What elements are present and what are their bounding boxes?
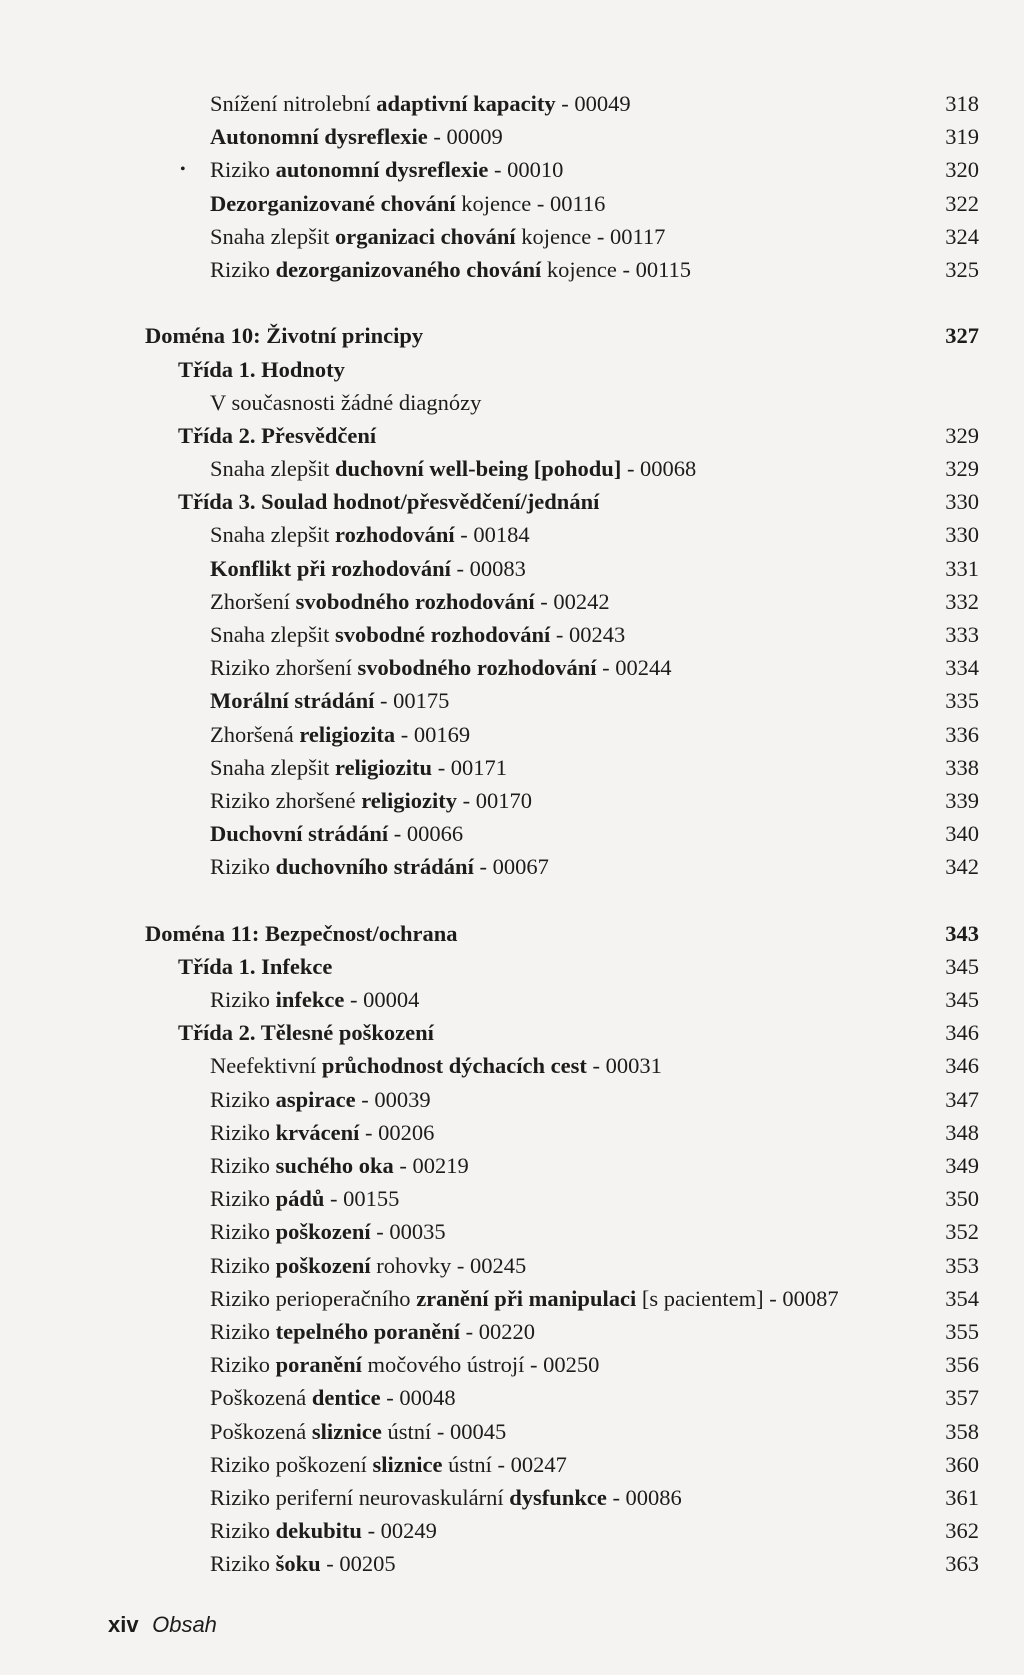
toc-page-number: 319 xyxy=(945,124,979,150)
title-part: - 00035 xyxy=(370,1219,446,1245)
toc-entry-title xyxy=(210,87,631,120)
title-bold-part: aspirace xyxy=(275,1086,356,1112)
toc-entry xyxy=(0,1282,1024,1315)
title-bold-part: tepelného poranění xyxy=(275,1318,461,1344)
title-part: ústní - 00247 xyxy=(442,1451,567,1477)
title-bold-part: dezorganizovaného chování xyxy=(275,256,542,282)
toc-page-number: 355 xyxy=(945,1318,979,1344)
toc-entry-title xyxy=(178,419,376,452)
toc-page-number: 336 xyxy=(945,721,979,747)
title-part: Riziko xyxy=(210,256,276,282)
title-bold-part: Třída 3. Soulad hodnot/přesvědčení/jednání xyxy=(178,489,600,515)
toc-entry xyxy=(0,983,1024,1016)
title-part: ústní - 00045 xyxy=(381,1418,507,1444)
toc-entry-title xyxy=(210,651,672,684)
toc-entry-title xyxy=(210,850,549,883)
toc-page-number: 343 xyxy=(945,920,979,946)
title-bold-part: Třída 1. Infekce xyxy=(178,953,333,979)
title-part: - 00220 xyxy=(460,1318,536,1344)
toc-page-number: 354 xyxy=(945,1285,979,1311)
toc-entry-title xyxy=(210,751,507,784)
title-part: kojence - 00115 xyxy=(541,256,692,282)
toc-entry xyxy=(0,1116,1024,1149)
title-part: - 00155 xyxy=(324,1186,400,1212)
title-bold-part: Třída 2. Tělesné poškození xyxy=(178,1020,434,1046)
title-part: Snaha zlepšit xyxy=(210,456,335,482)
toc-entry-title xyxy=(210,153,563,186)
toc-entry xyxy=(0,1215,1024,1248)
toc-page-number: 345 xyxy=(945,987,979,1013)
toc-entry-title xyxy=(210,684,449,717)
title-bold-part: Doména 10: Životní principy xyxy=(145,323,424,349)
toc-class-heading xyxy=(0,485,1024,518)
toc-entry-title xyxy=(210,1049,662,1082)
toc-entry-title xyxy=(178,1016,434,1049)
title-bold-part: poškození xyxy=(275,1252,371,1278)
toc-entry-title xyxy=(210,618,625,651)
toc-entry xyxy=(0,1481,1024,1514)
title-part: Riziko xyxy=(210,1252,276,1278)
toc-entry-title xyxy=(210,253,691,286)
title-part: rohovky - 00245 xyxy=(370,1252,527,1278)
toc-entry xyxy=(0,187,1024,220)
title-part: Zhoršení xyxy=(210,588,296,614)
title-bold-part: rozhodování xyxy=(334,522,455,548)
title-part: Zhoršená xyxy=(210,721,300,747)
title-bold-part: pádů xyxy=(275,1186,325,1212)
title-part: Riziko xyxy=(210,1352,276,1378)
toc-class-heading xyxy=(0,950,1024,983)
toc-entry-title xyxy=(210,452,696,485)
toc-page-number: 362 xyxy=(945,1518,979,1544)
title-part: [s pacientem] - 00087 xyxy=(636,1285,839,1311)
toc-entry xyxy=(0,87,1024,120)
title-bold-part: Dezorganizované chování xyxy=(210,190,456,216)
toc-page-number: 363 xyxy=(945,1551,979,1577)
title-part: Riziko xyxy=(210,157,276,183)
title-bold-part: Třída 2. Přesvědčení xyxy=(178,422,377,448)
toc-entry xyxy=(0,1348,1024,1381)
toc-page-number: 356 xyxy=(945,1352,979,1378)
toc-page-number: 361 xyxy=(945,1484,979,1510)
toc-entry-title xyxy=(210,1481,682,1514)
toc-page-number: 346 xyxy=(945,1053,979,1079)
toc-page-number: 333 xyxy=(945,622,979,647)
title-part: Riziko xyxy=(210,1219,276,1245)
toc-entry xyxy=(0,1149,1024,1182)
toc-entry xyxy=(0,1249,1024,1282)
title-part: Riziko xyxy=(210,1153,276,1178)
toc-entry xyxy=(0,1514,1024,1547)
title-bold-part: sliznice xyxy=(372,1451,443,1477)
title-bold-part: duchovní well-being [pohodu] xyxy=(334,456,622,482)
toc-entry xyxy=(0,153,1024,186)
toc-entry-title xyxy=(210,585,610,618)
toc-page-number: 334 xyxy=(945,655,979,681)
title-bold-part: Autonomní dysreflexie xyxy=(210,124,428,150)
toc-entry xyxy=(0,1547,1024,1580)
toc-entry-title xyxy=(210,1415,506,1448)
title-part: - 00169 xyxy=(395,721,471,747)
toc-entry-title xyxy=(210,1514,437,1547)
toc-entry-title xyxy=(178,353,345,386)
toc-page-number: 330 xyxy=(945,522,979,548)
title-bold-part: dentice xyxy=(311,1385,381,1411)
toc-page-number: 329 xyxy=(945,422,979,448)
toc-entry-title xyxy=(178,950,332,983)
title-part: - 00242 xyxy=(534,588,610,614)
toc-entry-title xyxy=(210,817,463,850)
toc-page-number: 339 xyxy=(945,787,979,813)
toc-page-number: 318 xyxy=(945,91,979,116)
toc-entry xyxy=(0,1448,1024,1481)
toc-page-number: 338 xyxy=(945,754,979,780)
toc-page-number: 350 xyxy=(945,1186,979,1212)
toc-entry-title xyxy=(145,917,457,950)
title-part: Riziko poškození xyxy=(210,1451,373,1477)
toc-entry xyxy=(0,784,1024,817)
title-part: Riziko xyxy=(210,1086,276,1112)
toc-entry xyxy=(0,220,1024,253)
toc-entry-title xyxy=(210,1249,526,1282)
toc-entry-title xyxy=(210,1282,839,1315)
title-part: Snížení nitrolební xyxy=(210,91,377,116)
title-part: kojence - 00117 xyxy=(515,223,666,249)
toc-entry-title xyxy=(210,1348,599,1381)
title-bold-part: krvácení xyxy=(275,1119,360,1145)
title-part: - 00244 xyxy=(596,655,672,681)
title-bold-part: suchého oka xyxy=(275,1153,394,1178)
toc-entry xyxy=(0,718,1024,751)
toc-class-heading xyxy=(0,353,1024,386)
toc-entry-title xyxy=(210,386,481,419)
toc-class-heading xyxy=(0,419,1024,452)
toc-entry xyxy=(0,1182,1024,1215)
title-bold-part: poškození xyxy=(275,1219,371,1245)
title-part: Riziko xyxy=(210,1518,276,1544)
title-bold-part: šoku xyxy=(275,1551,321,1577)
title-part: - 00066 xyxy=(388,821,464,847)
toc-entry xyxy=(0,1083,1024,1116)
title-part: - 00083 xyxy=(450,555,526,581)
title-part: - 00009 xyxy=(427,124,503,150)
toc-entry-title xyxy=(210,1149,469,1182)
toc-entry xyxy=(0,1415,1024,1448)
title-part: - 00068 xyxy=(621,456,697,482)
toc-entry-title xyxy=(210,983,419,1016)
title-part: - 00049 xyxy=(555,91,631,116)
title-bold-part: sliznice xyxy=(311,1418,382,1444)
title-part: - 00206 xyxy=(359,1119,435,1145)
title-bold-part: Duchovní strádání xyxy=(210,821,389,847)
toc-domain-heading xyxy=(0,917,1024,950)
title-part: Poškozená xyxy=(210,1385,312,1411)
toc-entry-title xyxy=(210,1116,434,1149)
toc-domain-heading xyxy=(0,319,1024,352)
toc-page-number: 327 xyxy=(945,323,979,349)
title-bold-part: svobodného rozhodování xyxy=(295,588,535,614)
toc-page-number: 360 xyxy=(945,1451,979,1477)
toc-entry xyxy=(0,651,1024,684)
toc-entry-title xyxy=(210,1315,535,1348)
title-part: močového ústrojí - 00250 xyxy=(361,1352,600,1378)
toc-page-number: 345 xyxy=(945,953,979,979)
title-part: Riziko zhoršení xyxy=(210,655,358,681)
title-bold-part: svobodné rozhodování xyxy=(334,622,551,647)
toc-page-number: 358 xyxy=(945,1418,979,1444)
title-bold-part: religiozitu xyxy=(334,754,433,780)
toc-page-number: 331 xyxy=(945,555,979,581)
toc-page-number: 352 xyxy=(945,1219,979,1245)
toc-page-number: 330 xyxy=(945,489,979,515)
title-part: Riziko zhoršené xyxy=(210,787,362,813)
title-bold-part: dysfunkce xyxy=(509,1484,607,1510)
toc-entry-title xyxy=(210,718,470,751)
title-part: Poškozená xyxy=(210,1418,312,1444)
toc-entry xyxy=(0,1315,1024,1348)
title-part: Snaha zlepšit xyxy=(210,223,335,249)
footer-page-number: xiv xyxy=(108,1612,139,1637)
title-part: Neefektivní xyxy=(210,1053,322,1079)
title-part: Riziko xyxy=(210,987,276,1013)
toc-entry-title xyxy=(210,1448,567,1481)
title-part: - 00243 xyxy=(550,622,626,647)
toc-entry-title xyxy=(210,784,532,817)
toc-entry xyxy=(0,1049,1024,1082)
title-part: - 00031 xyxy=(586,1053,662,1079)
toc-page-number: 340 xyxy=(945,821,979,847)
title-bold-part: duchovního strádání xyxy=(275,854,474,880)
toc-entry xyxy=(0,585,1024,618)
toc-entry xyxy=(0,1381,1024,1414)
toc-page-number: 342 xyxy=(945,854,979,880)
toc-page-number: 335 xyxy=(945,688,979,714)
toc-entry xyxy=(0,452,1024,485)
toc-page-number: 332 xyxy=(945,588,979,614)
title-bold-part: infekce xyxy=(275,987,345,1013)
toc-entry-title xyxy=(210,220,665,253)
title-part: Riziko xyxy=(210,1119,276,1145)
table-of-contents xyxy=(0,87,1024,1580)
title-part: - 00086 xyxy=(606,1484,682,1510)
footer-section-title: Obsah xyxy=(152,1612,217,1637)
toc-entry xyxy=(0,518,1024,551)
title-part: - 00010 xyxy=(488,157,564,183)
toc-page-number: 357 xyxy=(945,1385,979,1411)
toc-entry-title xyxy=(210,1182,399,1215)
toc-entry-title xyxy=(210,1083,431,1116)
toc-page-number: 324 xyxy=(945,223,979,249)
toc-page-number: 348 xyxy=(945,1119,979,1145)
toc-entry-title xyxy=(210,1547,396,1580)
title-part: V současnosti žádné diagnózy xyxy=(210,389,482,415)
toc-class-heading xyxy=(0,1016,1024,1049)
title-bold-part: Morální strádání xyxy=(210,688,375,714)
toc-entry-title xyxy=(210,552,526,585)
title-part: Snaha zlepšit xyxy=(210,754,335,780)
title-part: - 00205 xyxy=(320,1551,396,1577)
title-part: - 00004 xyxy=(344,987,420,1013)
toc-entry xyxy=(0,552,1024,585)
title-bold-part: Konflikt při rozhodování xyxy=(210,555,451,581)
title-part: Riziko xyxy=(210,854,276,880)
toc-page-number: 346 xyxy=(945,1020,979,1046)
title-bold-part: religiozita xyxy=(299,721,396,747)
toc-entry-title xyxy=(210,1215,446,1248)
toc-page-number: 347 xyxy=(945,1086,979,1112)
toc-entry xyxy=(0,817,1024,850)
toc-entry-title xyxy=(210,120,503,153)
title-part: - 00048 xyxy=(380,1385,456,1411)
title-bold-part: svobodného rozhodování xyxy=(357,655,597,681)
title-part: Snaha zlepšit xyxy=(210,522,335,548)
toc-entry xyxy=(0,120,1024,153)
title-bold-part: organizaci chování xyxy=(334,223,516,249)
toc-page-number: 329 xyxy=(945,456,979,482)
toc-page-number: 322 xyxy=(945,190,979,216)
toc-entry xyxy=(0,751,1024,784)
title-bold-part: dekubitu xyxy=(275,1518,362,1544)
title-part: Riziko xyxy=(210,1551,276,1577)
title-part: - 00219 xyxy=(393,1153,469,1178)
toc-entry xyxy=(0,684,1024,717)
title-bold-part: zranění při manipulaci xyxy=(416,1285,637,1311)
title-bold-part: Třída 1. Hodnoty xyxy=(178,356,345,382)
toc-entry-title xyxy=(210,518,530,551)
title-part: - 00175 xyxy=(374,688,450,714)
title-part: - 00249 xyxy=(361,1518,437,1544)
toc-entry xyxy=(0,386,1024,419)
title-part: - 00184 xyxy=(454,522,530,548)
title-part: - 00171 xyxy=(432,754,508,780)
title-bold-part: religiozity xyxy=(361,787,458,813)
toc-page-number: 353 xyxy=(945,1252,979,1278)
title-part: Riziko perioperačního xyxy=(210,1285,417,1311)
title-part: - 00067 xyxy=(473,854,549,880)
title-part: kojence - 00116 xyxy=(455,190,606,216)
toc-entry-title xyxy=(210,187,605,220)
toc-entry xyxy=(0,253,1024,286)
toc-entry-title xyxy=(145,319,423,352)
title-bold-part: poranění xyxy=(275,1352,362,1378)
toc-page-number: 325 xyxy=(945,256,979,282)
toc-entry xyxy=(0,850,1024,883)
title-part: Riziko periferní neurovaskulární xyxy=(210,1484,510,1510)
bullet-mark: • xyxy=(180,161,186,179)
title-bold-part: adaptivní kapacity xyxy=(376,91,556,116)
title-bold-part: Doména 11: Bezpečnost/ochrana xyxy=(145,920,458,946)
title-part: Riziko xyxy=(210,1318,276,1344)
toc-entry-title xyxy=(210,1381,456,1414)
title-part: - 00170 xyxy=(457,787,533,813)
title-bold-part: autonomní dysreflexie xyxy=(275,157,489,183)
toc-page-number: 320 xyxy=(945,157,979,183)
title-part: Riziko xyxy=(210,1186,276,1212)
title-bold-part: průchodnost dýchacích cest xyxy=(321,1053,587,1079)
title-part: - 00039 xyxy=(355,1086,431,1112)
page-footer xyxy=(108,1612,217,1638)
toc-entry-title xyxy=(178,485,599,518)
toc-page-number: 349 xyxy=(945,1153,979,1178)
toc-entry xyxy=(0,618,1024,651)
title-part: Snaha zlepšit xyxy=(210,622,335,647)
